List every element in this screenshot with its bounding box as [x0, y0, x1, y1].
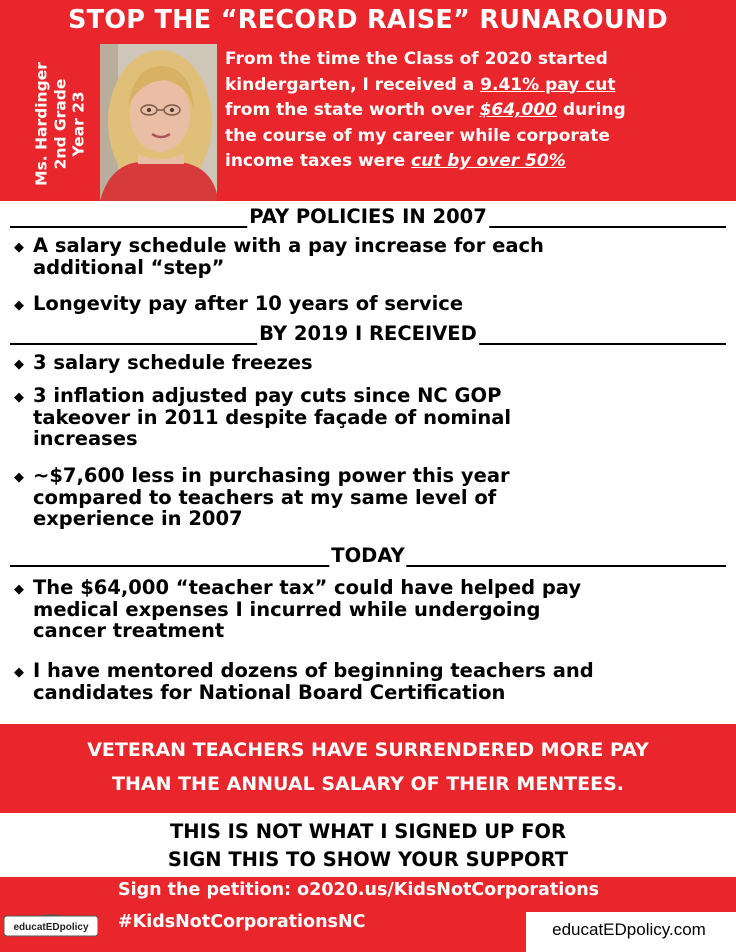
intro-line: From the time the Class of 2020 started: [225, 49, 608, 69]
diamond-bullet-icon: ◆: [14, 582, 24, 597]
amount-highlight: $64,000: [479, 100, 558, 120]
tax-cut-highlight: cut by over 50%: [411, 151, 566, 171]
list-item: ◆ A salary schedule with a pay increase for each additional “step”: [14, 234, 544, 279]
educatedpolicy-logo: [4, 902, 98, 938]
petition-link[interactable]: Sign the petition: o2020.us/KidsNotCorporations: [118, 880, 600, 900]
page-title: STOP THE “RECORD RAISE” RUNAROUND: [67, 5, 669, 35]
list-item: ◆ 3 inflation adjusted pay cuts since NC GOP takeover in 2011 despite façade of nominal increases: [14, 384, 512, 450]
hashtag: #KidsNotCorporationsNC: [118, 912, 366, 932]
intro-line: from the state worth over $64,000 during: [225, 100, 626, 120]
diamond-bullet-icon: ◆: [14, 240, 24, 255]
teacher-label: [20, 52, 100, 197]
section-heading-today: TODAY: [10, 542, 726, 568]
website-link[interactable]: educatEDpolicy.com: [552, 920, 706, 939]
list-item: ◆ Longevity pay after 10 years of service: [14, 292, 464, 315]
section-heading-2019: BY 2019 I RECEIVED: [10, 320, 726, 346]
diamond-bullet-icon: ◆: [14, 357, 24, 372]
pay-cut-highlight: 9.41% pay cut: [480, 74, 616, 95]
list-item: ◆ 3 salary schedule freezes: [14, 351, 313, 374]
portrait-illustration: [100, 44, 217, 201]
section-heading-2007: PAY POLICIES IN 2007: [10, 203, 726, 229]
list-item: ◆ I have mentored dozens of beginning teachers and candidates for National Board Certification: [14, 659, 594, 704]
diamond-bullet-icon: ◆: [14, 298, 24, 313]
diamond-bullet-icon: ◆: [14, 390, 24, 405]
diamond-bullet-icon: ◆: [14, 470, 24, 485]
intro-text: [225, 47, 730, 175]
teacher-name: Ms. Hardinger: [32, 62, 51, 186]
svg-text:educatEDpolicy: educatEDpolicy: [13, 922, 89, 933]
intro-line: kindergarten, I received a 9.41% pay cut: [225, 74, 616, 95]
callout-text: VETERAN TEACHERS HAVE SURRENDERED MORE PAY THAN THE ANNUAL SALARY OF THEIR MENTEES.: [87, 739, 649, 795]
teacher-year: Year 23: [69, 91, 88, 157]
call-to-action: THIS IS NOT WHAT I SIGNED UP FOR SIGN THIS TO SHOW YOUR SUPPORT: [167, 820, 569, 871]
list-item: ◆ ~$7,600 less in purchasing power this year compared to teachers at my same level of experience in 2007: [14, 464, 510, 530]
intro-line: income taxes were cut by over 50%: [225, 151, 566, 171]
teacher-grade: 2nd Grade: [50, 78, 69, 170]
diamond-bullet-icon: ◆: [14, 665, 24, 680]
list-item: ◆ The $64,000 “teacher tax” could have helped pay medical expenses I incurred while undergoing cancer treatment: [14, 576, 582, 642]
teacher-photo: [100, 44, 217, 201]
intro-line: the course of my career while corporate: [225, 125, 610, 146]
